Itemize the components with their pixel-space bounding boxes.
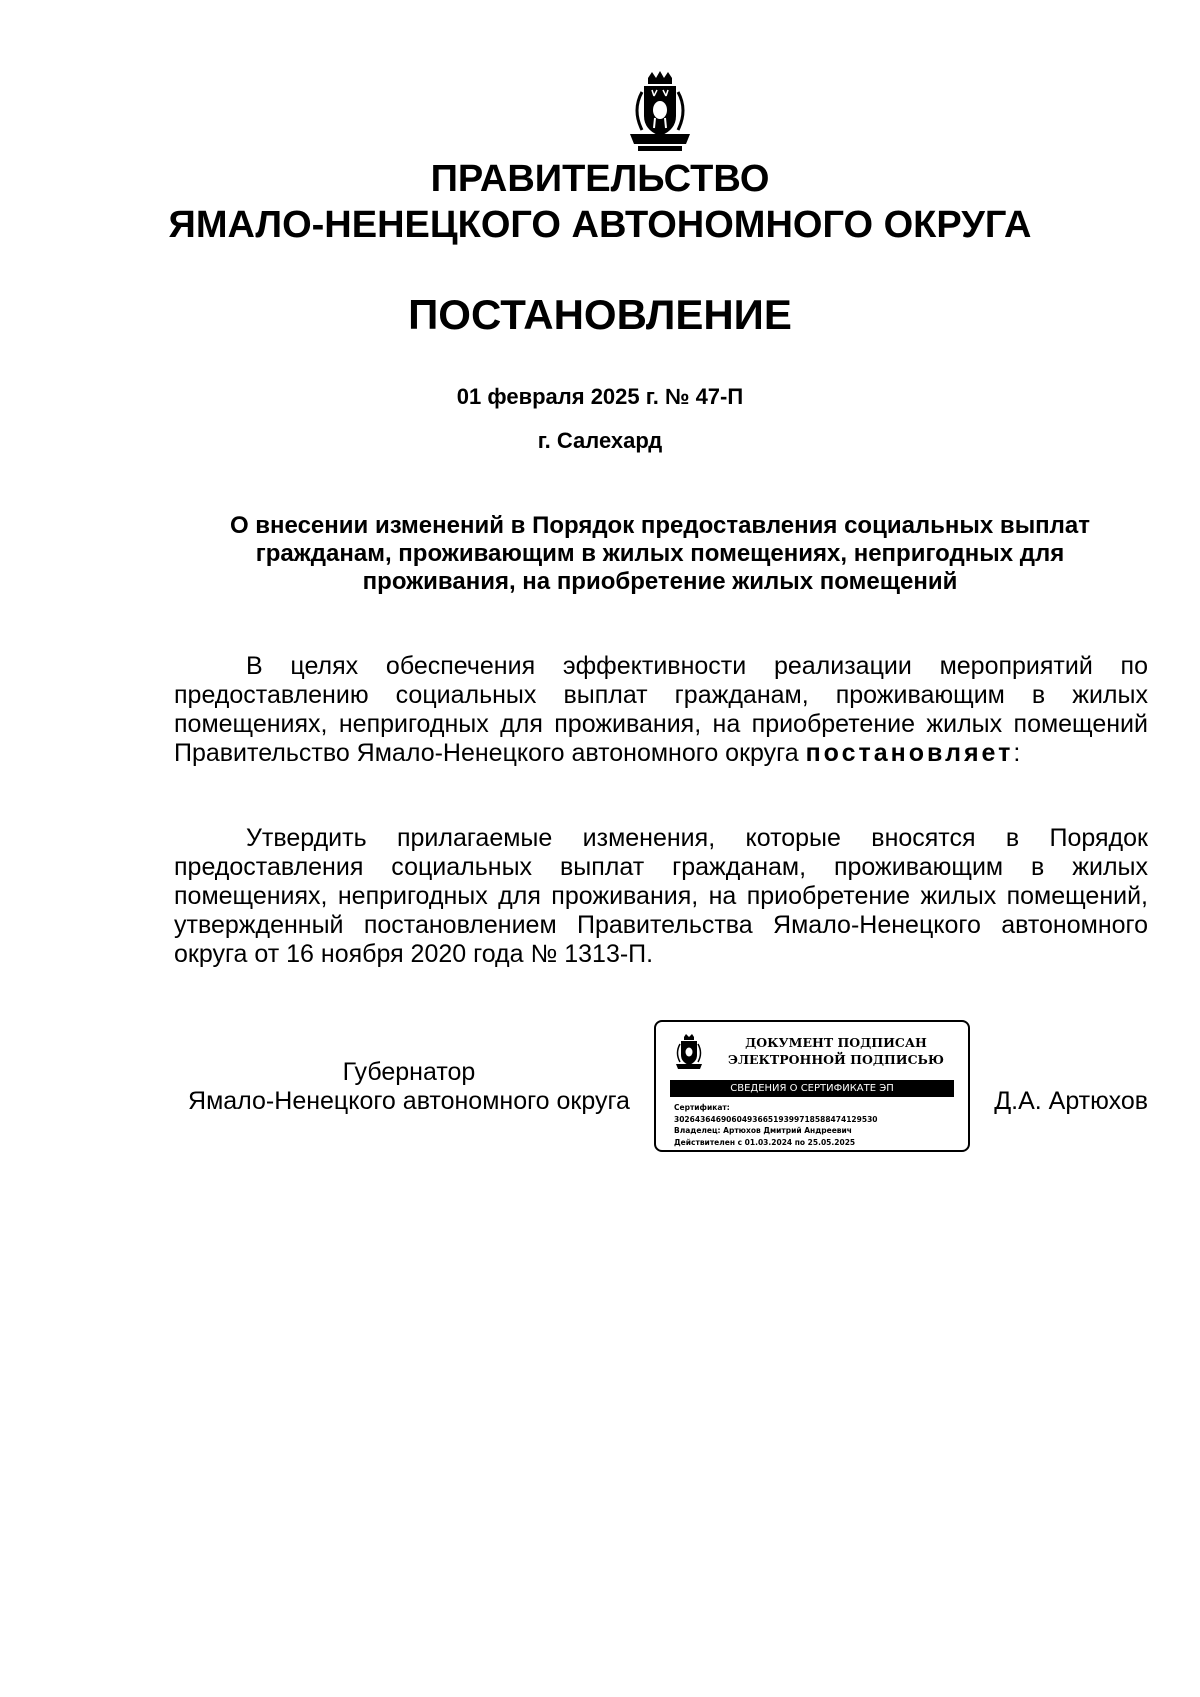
- document-type: ПОСТАНОВЛЕНИЕ: [408, 291, 792, 338]
- body-paragraph-1: [174, 652, 1148, 768]
- stamp-coat-of-arms-icon: [674, 1034, 704, 1072]
- coat-of-arms-icon: [624, 70, 696, 154]
- stamp-details: [674, 1102, 878, 1148]
- paragraph-1-end: :: [1013, 739, 1021, 767]
- paragraph-1-text: В целях обеспечения эффективности реализации мероприятий по предоставлению социальных выплат гражданам, проживающим в жилых помещениях, непригодных для проживания, на приобретение жилых помещений Правительство Ямало-Ненецкого автономного округа: [174, 652, 1148, 767]
- stamp-cert-label: Сертификат:: [674, 1103, 730, 1112]
- body-paragraph-2: Утвердить прилагаемые изменения, которые вносятся в Порядок предоставления социальных выплат гражданам, проживающим в жилых помещениях, непригодных для проживания, на приобретение жилых помещений, утвержденный постановлением Правительства Ямало-Ненецкого автономного округа от 16 ноября 2020 года № 1313-П.: [174, 824, 1148, 968]
- signatory-position-line1: Губернатор: [342, 1058, 476, 1086]
- stamp-heading-line1: ДОКУМЕНТ ПОДПИСАН: [745, 1035, 927, 1050]
- stamp-owner: Владелец: Артюхов Дмитрий Андреевич: [674, 1126, 852, 1135]
- signatory-name: Д.А. Артюхов: [994, 1087, 1148, 1115]
- stamp-heading: [716, 1034, 956, 1068]
- stamp-heading-line2: ЭЛЕКТРОННОЙ ПОДПИСЬЮ: [728, 1052, 944, 1067]
- signatory-position: [174, 1058, 644, 1116]
- document-title: О внесении изменений в Порядок предоставления социальных выплат гражданам, проживающим в жилых помещениях, непригодных для проживания, на приобретение жилых помещений: [229, 512, 1091, 595]
- stamp-cert-number: 302643646906049366519399718588474129530: [674, 1114, 878, 1124]
- org-name-line1: ПРАВИТЕЛЬСТВО: [430, 158, 770, 200]
- org-name-line2: ЯМАЛО-НЕНЕЦКОГО АВТОНОМНОГО ОКРУГА: [168, 204, 1032, 246]
- paragraph-1-emphasis: постановляет: [805, 739, 1014, 767]
- electronic-signature-stamp: [654, 1020, 970, 1152]
- document-city: г. Салехард: [537, 428, 663, 453]
- stamp-certificate-bar: СВЕДЕНИЯ О СЕРТИФИКАТЕ ЭП: [670, 1080, 954, 1097]
- stamp-validity: Действителен с 01.03.2024 по 25.05.2025: [674, 1137, 856, 1147]
- signatory-position-line2: Ямало-Ненецкого автономного округа: [188, 1087, 630, 1115]
- document-date-number: 01 февраля 2025 г. № 47-П: [456, 384, 744, 409]
